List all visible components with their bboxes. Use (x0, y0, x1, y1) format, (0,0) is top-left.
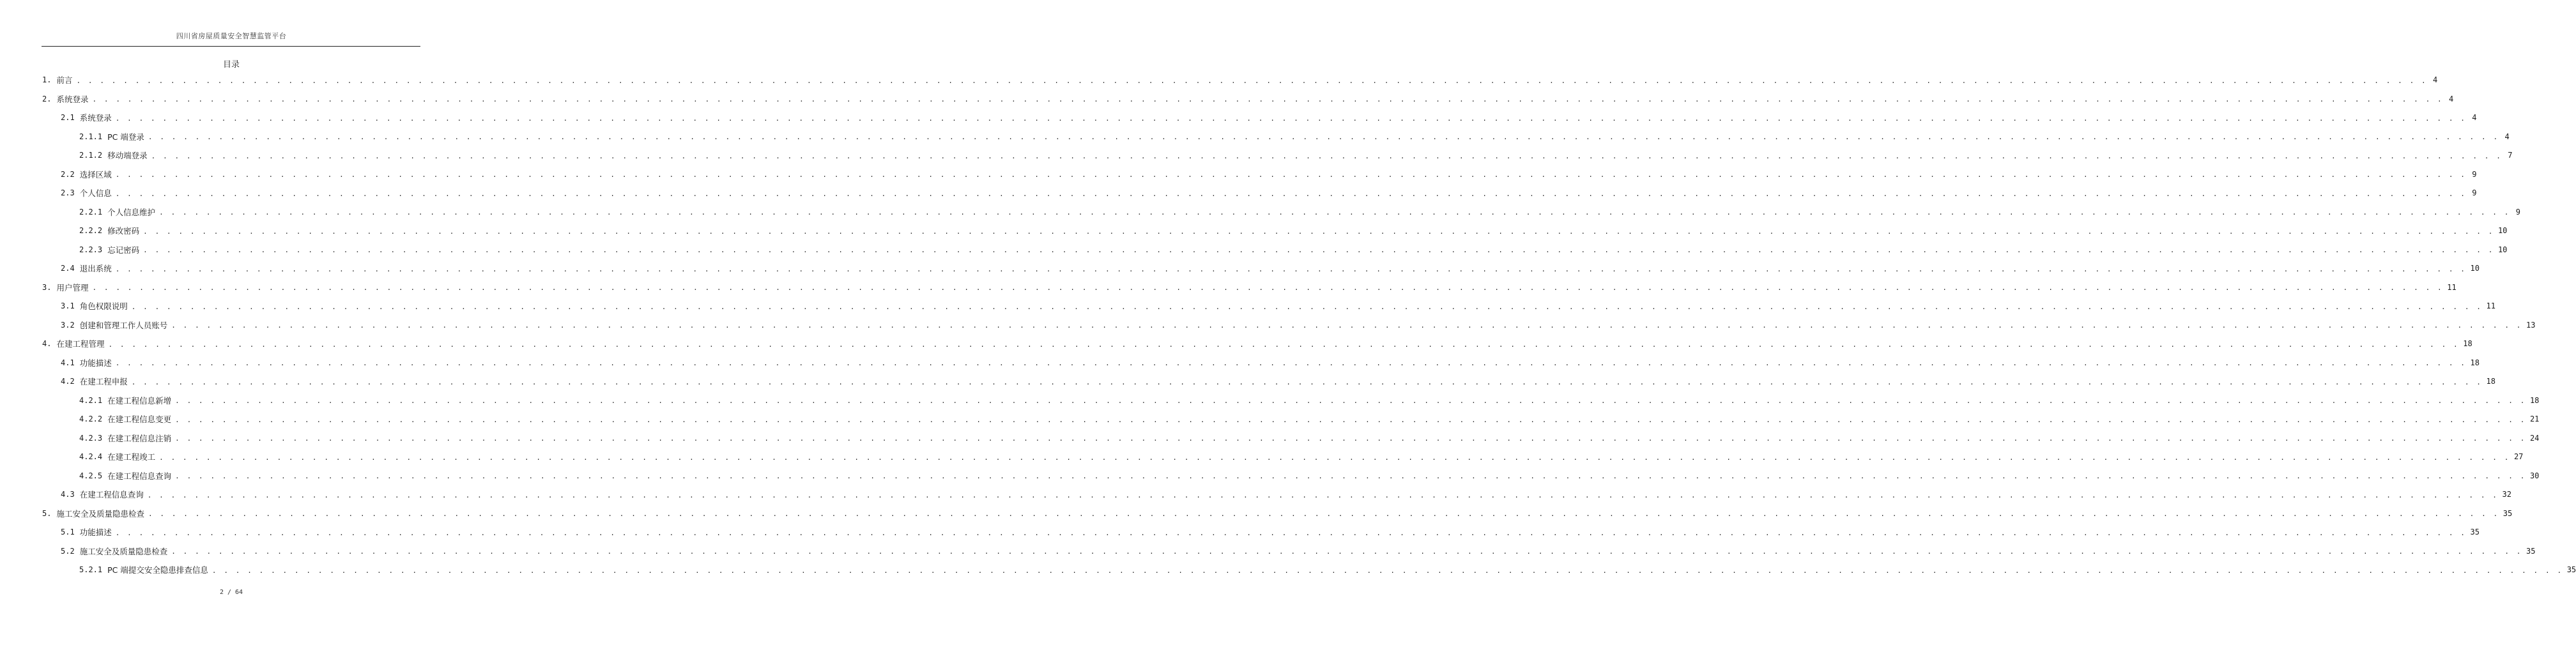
toc-leader-dots: . . . . . . . . . . . . . . . . . . . . . . . . . . . . . . . . . . . . . . . . . . . . . . . . . . . . . . . . . . . . . . . . . . . . . . . . . . . . . . . . . . . . . . . . . . . . . . . . . . . . . . . . . . . . . . . . . . . . . . . . . . . . . . . . . . . . . . . . . . . . . . . . . . . . . . . . . . . . . . . . . . . . . . . . . . . . . . . . . . . . . . . . . . . . . . . . . . . . . . . . (148, 510, 2499, 518)
toc-entry-page: 35 (2470, 528, 2480, 536)
toc-entry[interactable] (61, 522, 2480, 542)
header-divider (42, 46, 420, 47)
toc-entry-title: PC 端提交安全隐患排查信息 (107, 565, 208, 575)
toc-entry[interactable] (42, 278, 2457, 297)
toc-leader-dots: . . . . . . . . . . . . . . . . . . . . . . . . . . . . . . . . . . . . . . . . . . . . . . . . . . . . . . . . . . . . . . . . . . . . . . . . . . . . . . . . . . . . . . . . . . . . . . . . . . . . . . . . . . . . . . . . . . . . . . . . . . . . . . . . . . . . . . . . . . . . . . . . . . . . . . . . . . . . . . . . . . . . . . . . . . . . . . . . . . . . . . . . . . . . . . . . . . . . . . . . (131, 302, 2483, 311)
page-number: 2 / 64 (219, 589, 243, 596)
toc-entry-number: 2.2.1 (79, 207, 103, 217)
toc-entry-title: 在建工程信息查询 (79, 490, 144, 499)
toc-entry[interactable] (42, 70, 2438, 89)
toc-entry-page: 35 (2526, 546, 2536, 556)
toc-entry-title: 用户管理 (56, 282, 89, 293)
toc-entry-title: 退出系统 (79, 264, 112, 273)
toc-entry[interactable] (61, 485, 2511, 504)
toc-entry[interactable] (79, 391, 2540, 410)
toc-entry-title: 系统登录 (56, 94, 89, 104)
toc-leader-dots: . . . . . . . . . . . . . . . . . . . . . . . . . . . . . . . . . . . . . . . . . . . . . . . . . . . . . . . . . . . . . . . . . . . . . . . . . . . . . . . . . . . . . . . . . . . . . . . . . . . . . . . . . . . . . . . . . . . . . . . . . . . . . . . . . . . . . . . . . . . . . . . . . . . . . . . . . . . . . . . . . . . . . . . . . . . . . . . . . . . . . . . . . . . . . . . . . . . . . . . . (211, 566, 2563, 575)
toc-entry-number: 5.2.1 (79, 565, 103, 574)
toc-entry-page: 10 (2497, 226, 2508, 235)
toc-entry[interactable] (61, 353, 2480, 372)
toc-entry-page: 27 (2513, 452, 2524, 461)
toc-entry-number: 4.3 (61, 490, 75, 499)
toc-entry-title: 在建工程申报 (79, 377, 128, 386)
toc-entry-title: 在建工程竣工 (107, 452, 156, 462)
toc-entry[interactable] (79, 240, 2508, 259)
toc-entry-title: 修改密码 (107, 226, 140, 236)
toc-entry-title: 在建工程信息新增 (107, 395, 172, 406)
toc-entry-number: 2.1.2 (79, 151, 103, 160)
toc-entry-page: 10 (2470, 264, 2480, 273)
toc-leader-dots: . . . . . . . . . . . . . . . . . . . . . . . . . . . . . . . . . . . . . . . . . . . . . . . . . . . . . . . . . . . . . . . . . . . . . . . . . . . . . . . . . . . . . . . . . . . . . . . . . . . . . . . . . . . . . . . . . . . . . . . . . . . . . . . . . . . . . . . . . . . . . . . . . . . . . . . . . . . . . . . . . . . . . . . . . . . . . . . . . . . . . . . . . . . . . . . . . . . . . . . . (115, 114, 2467, 123)
toc-entry-page: 13 (2526, 320, 2536, 330)
toc-leader-dots: . . . . . . . . . . . . . . . . . . . . . . . . . . . . . . . . . . . . . . . . . . . . . . . . . . . . . . . . . . . . . . . . . . . . . . . . . . . . . . . . . . . . . . . . . . . . . . . . . . . . . . . . . . . . . . . . . . . . . . . . . . . . . . . . . . . . . . . . . . . . . . . . . . . . . . . . . . . . . . . . . . . . . . . . . . . . . . . . . . . . . . . . . . . . . . . . . . . . . . . . (159, 453, 2510, 462)
toc-entry-title: 在建工程信息查询 (107, 471, 172, 481)
toc-entry[interactable] (79, 466, 2540, 485)
toc-entry-title: 施工安全及质量隐患检查 (56, 508, 144, 519)
toc-entry-title: 功能描述 (79, 528, 112, 537)
toc-leader-dots: . . . . . . . . . . . . . . . . . . . . . . . . . . . . . . . . . . . . . . . . . . . . . . . . . . . . . . . . . . . . . . . . . . . . . . . . . . . . . . . . . . . . . . . . . . . . . . . . . . . . . . . . . . . . . . . . . . . . . . . . . . . . . . . . . . . . . . . . . . . . . . . . . . . . . . . . . . . . . . . . . . . . . . . . . . . . . . . . . . . . . . . . . . . . . . . . . . . . . . . . (115, 528, 2467, 537)
toc-leader-dots: . . . . . . . . . . . . . . . . . . . . . . . . . . . . . . . . . . . . . . . . . . . . . . . . . . . . . . . . . . . . . . . . . . . . . . . . . . . . . . . . . . . . . . . . . . . . . . . . . . . . . . . . . . . . . . . . . . . . . . . . . . . . . . . . . . . . . . . . . . . . . . . . . . . . . . . . . . . . . . . . . . . . . . . . . . . . . . . . . . . . . . . . . . . . . . . . . . . . . . . . (143, 227, 2494, 236)
toc-entry-number: 5. (42, 508, 52, 518)
toc-entry-number: 4.2.2 (79, 414, 103, 423)
toc-leader-dots: . . . . . . . . . . . . . . . . . . . . . . . . . . . . . . . . . . . . . . . . . . . . . . . . . . . . . . . . . . . . . . . . . . . . . . . . . . . . . . . . . . . . . . . . . . . . . . . . . . . . . . . . . . . . . . . . . . . . . . . . . . . . . . . . . . . . . . . . . . . . . . . . . . . . . . . . . . . . . . . . . . . . . . . . . . . . . . . . . . . . . . . . . . . . . . . . . . . . . . . . (147, 490, 2499, 499)
toc-entry[interactable] (61, 183, 2477, 202)
toc-entry-number: 2.2.2 (79, 226, 103, 235)
toc-leader-dots: . . . . . . . . . . . . . . . . . . . . . . . . . . . . . . . . . . . . . . . . . . . . . . . . . . . . . . . . . . . . . . . . . . . . . . . . . . . . . . . . . . . . . . . . . . . . . . . . . . . . . . . . . . . . . . . . . . . . . . . . . . . . . . . . . . . . . . . . . . . . . . . . . . . . . . . . . . . . . . . . . . . . . . . . . . . . . . . . . . . . . . . . . . . . . . . . . . . . . . . . (115, 359, 2467, 367)
toc-entry[interactable] (61, 259, 2480, 278)
toc-entry[interactable] (79, 429, 2540, 448)
toc-entry-number: 4.2 (61, 377, 75, 386)
toc-leader-dots: . . . . . . . . . . . . . . . . . . . . . . . . . . . . . . . . . . . . . . . . . . . . . . . . . . . . . . . . . . . . . . . . . . . . . . . . . . . . . . . . . . . . . . . . . . . . . . . . . . . . . . . . . . . . . . . . . . . . . . . . . . . . . . . . . . . . . . . . . . . . . . . . . . . . . . . . . . . . . . . . . . . . . . . . . . . . . . . . . . . . . . . . . . . . . . . . . . . . . . . . (175, 472, 2526, 480)
toc-entry-title: 前言 (56, 75, 73, 85)
toc-leader-dots: . . . . . . . . . . . . . . . . . . . . . . . . . . . . . . . . . . . . . . . . . . . . . . . . . . . . . . . . . . . . . . . . . . . . . . . . . . . . . . . . . . . . . . . . . . . . . . . . . . . . . . . . . . . . . . . . . . . . . . . . . . . . . . . . . . . . . . . . . . . . . . . . . . . . . . . . . . . . . . . . . . . . . . . . . . . . . . . . . . . . . . . . . . . . . . . . . . . . . . . . (175, 434, 2526, 443)
toc-entry-page: 32 (2502, 490, 2511, 499)
toc-entry[interactable] (42, 504, 2513, 523)
toc-entry-title: 忘记密码 (107, 245, 140, 255)
toc-leader-dots: . . . . . . . . . . . . . . . . . . . . . . . . . . . . . . . . . . . . . . . . . . . . . . . . . . . . . . . . . . . . . . . . . . . . . . . . . . . . . . . . . . . . . . . . . . . . . . . . . . . . . . . . . . . . . . . . . . . . . . . . . . . . . . . . . . . . . . . . . . . . . . . . . . . . . . . . . . . . . . . . . . . . . . . . . . . . . . . . . . . . . . . . . . . . . . . . . . . . . . . . (175, 397, 2526, 405)
toc-entry[interactable] (79, 409, 2540, 429)
toc-leader-dots: . . . . . . . . . . . . . . . . . . . . . . . . . . . . . . . . . . . . . . . . . . . . . . . . . . . . . . . . . . . . . . . . . . . . . . . . . . . . . . . . . . . . . . . . . . . . . . . . . . . . . . . . . . . . . . . . . . . . . . . . . . . . . . . . . . . . . . . . . . . . . . . . . . . . . . . . . . . . . . . . . . . . . . . . . . . . . . . . . . . . . . . . . . . . . . . . . . . . . . . . (171, 547, 2523, 556)
toc-entry-page: 9 (2515, 207, 2520, 217)
toc-entry-number: 3.2 (61, 320, 75, 330)
toc-entry-number: 2.2 (61, 169, 75, 179)
toc-leader-dots: . . . . . . . . . . . . . . . . . . . . . . . . . . . . . . . . . . . . . . . . . . . . . . . . . . . . . . . . . . . . . . . . . . . . . . . . . . . . . . . . . . . . . . . . . . . . . . . . . . . . . . . . . . . . . . . . . . . . . . . . . . . . . . . . . . . . . . . . . . . . . . . . . . . . . . . . . . . . . . . . . . . . . . . . . . . . . . . . . . . . . . . . . . . . . . . . . . . . . . . . (175, 415, 2526, 424)
toc-entry[interactable] (61, 372, 2496, 391)
toc-entry-number: 4.1 (61, 358, 75, 367)
toc-entry-page: 35 (2503, 508, 2513, 518)
toc-entry-page: 35 (2566, 565, 2576, 574)
toc-entry[interactable] (79, 221, 2508, 240)
toc-leader-dots: . . . . . . . . . . . . . . . . . . . . . . . . . . . . . . . . . . . . . . . . . . . . . . . . . . . . . . . . . . . . . . . . . . . . . . . . . . . . . . . . . . . . . . . . . . . . . . . . . . . . . . . . . . . . . . . . . . . . . . . . . . . . . . . . . . . . . . . . . . . . . . . . . . . . . . . . . . . . . . . . . . . . . . . . . . . . . . . . . . . . . . . . . . . . . . . . . . . . . . . . (151, 151, 2503, 160)
toc-entry-number: 4.2.4 (79, 452, 103, 461)
toc-entry[interactable] (61, 316, 2536, 335)
toc-leader-dots: . . . . . . . . . . . . . . . . . . . . . . . . . . . . . . . . . . . . . . . . . . . . . . . . . . . . . . . . . . . . . . . . . . . . . . . . . . . . . . . . . . . . . . . . . . . . . . . . . . . . . . . . . . . . . . . . . . . . . . . . . . . . . . . . . . . . . . . . . . . . . . . . . . . . . . . . . . . . . . . . . . . . . . . . . . . . . . . . . . . . . . . . . . . . . . . . . . . . . . . . (115, 171, 2467, 179)
toc-leader-dots: . . . . . . . . . . . . . . . . . . . . . . . . . . . . . . . . . . . . . . . . . . . . . . . . . . . . . . . . . . . . . . . . . . . . . . . . . . . . . . . . . . . . . . . . . . . . . . . . . . . . . . . . . . . . . . . . . . . . . . . . . . . . . . . . . . . . . . . . . . . . . . . . . . . . . . . . . . . . . . . . . . . . . . . . . . . . . . . . . . . . . . . . . . . . . . . . . . . . . . . . (115, 189, 2467, 198)
toc-entry[interactable] (79, 560, 2576, 579)
toc-entry-number: 4.2.5 (79, 471, 103, 480)
toc-entry-title: 在建工程信息注销 (107, 433, 172, 443)
toc-entry-page: 4 (2504, 132, 2510, 141)
toc-leader-dots: . . . . . . . . . . . . . . . . . . . . . . . . . . . . . . . . . . . . . . . . . . . . . . . . . . . . . . . . . . . . . . . . . . . . . . . . . . . . . . . . . . . . . . . . . . . . . . . . . . . . . . . . . . . . . . . . . . . . . . . . . . . . . . . . . . . . . . . . . . . . . . . . . . . . . . . . . . . . . . . . . . . . . . . . . . . . . . . . . . . . . . . . . . . . . . . . . . . . . . . . (92, 95, 2444, 103)
toc-entry-page: 24 (2529, 433, 2540, 443)
toc-entry-title: 角色权限说明 (79, 301, 128, 311)
toc-entry-title: 在建工程管理 (56, 339, 105, 349)
toc-leader-dots: . . . . . . . . . . . . . . . . . . . . . . . . . . . . . . . . . . . . . . . . . . . . . . . . . . . . . . . . . . . . . . . . . . . . . . . . . . . . . . . . . . . . . . . . . . . . . . . . . . . . . . . . . . . . . . . . . . . . . . . . . . . . . . . . . . . . . . . . . . . . . . . . . . . . . . . . . . . . . . . . . . . . . . . . . . . . . . . . . . . . . . . . . . . . . . . . . . . . . . . . (108, 340, 2460, 349)
toc-entry-page: 7 (2508, 151, 2513, 160)
toc-entry-title: 系统登录 (79, 113, 112, 123)
toc-entry-page: 11 (2486, 301, 2496, 310)
toc-entry-number: 4.2.3 (79, 433, 103, 443)
toc-entry-title: 移动端登录 (107, 151, 148, 160)
toc-entry-number: 4.2.1 (79, 395, 103, 405)
toc-leader-dots: . . . . . . . . . . . . . . . . . . . . . . . . . . . . . . . . . . . . . . . . . . . . . . . . . . . . . . . . . . . . . . . . . . . . . . . . . . . . . . . . . . . . . . . . . . . . . . . . . . . . . . . . . . . . . . . . . . . . . . . . . . . . . . . . . . . . . . . . . . . . . . . . . . . . . . . . . . . . . . . . . . . . . . . . . . . . . . . . . . . . . . . . . . . . . . . . . . . . . . . . (143, 246, 2494, 254)
toc-leader-dots: . . . . . . . . . . . . . . . . . . . . . . . . . . . . . . . . . . . . . . . . . . . . . . . . . . . . . . . . . . . . . . . . . . . . . . . . . . . . . . . . . . . . . . . . . . . . . . . . . . . . . . . . . . . . . . . . . . . . . . . . . . . . . . . . . . . . . . . . . . . . . . . . . . . . . . . . . . . . . . . . . . . . . . . . . . . . . . . . . . . . . . . . . . . . . . . . . . . . . . . . (148, 133, 2499, 141)
toc-entry[interactable] (42, 89, 2454, 109)
toc-entry-page: 9 (2472, 188, 2477, 197)
toc-entry-page: 18 (2463, 339, 2472, 348)
toc-entry-number: 2.1 (61, 113, 75, 122)
toc-entry-title: 创建和管理工作人员账号 (79, 320, 168, 330)
toc-entry-page: 30 (2529, 471, 2540, 480)
toc-entry[interactable] (61, 108, 2477, 127)
toc-entry-number: 1. (42, 75, 52, 84)
toc-entry-page: 18 (2486, 377, 2496, 386)
toc-entry-title: 选择区域 (79, 169, 112, 179)
toc-leader-dots: . . . . . . . . . . . . . . . . . . . . . . . . . . . . . . . . . . . . . . . . . . . . . . . . . . . . . . . . . . . . . . . . . . . . . . . . . . . . . . . . . . . . . . . . . . . . . . . . . . . . . . . . . . . . . . . . . . . . . . . . . . . . . . . . . . . . . . . . . . . . . . . . . . . . . . . . . . . . . . . . . . . . . . . . . . . . . . . . . . . . . . . . . . . . . . . . . . . . . . . . (76, 76, 2428, 85)
toc-entry-page: 18 (2470, 358, 2480, 367)
toc-entry[interactable] (79, 447, 2524, 466)
toc-entry-page: 21 (2529, 414, 2540, 423)
toc-entry-number: 2. (42, 94, 52, 103)
toc-entry-number: 3. (42, 282, 52, 292)
toc-leader-dots: . . . . . . . . . . . . . . . . . . . . . . . . . . . . . . . . . . . . . . . . . . . . . . . . . . . . . . . . . . . . . . . . . . . . . . . . . . . . . . . . . . . . . . . . . . . . . . . . . . . . . . . . . . . . . . . . . . . . . . . . . . . . . . . . . . . . . . . . . . . . . . . . . . . . . . . . . . . . . . . . . . . . . . . . . . . . . . . . . . . . . . . . . . . . . . . . . . . . . . . . (159, 208, 2510, 217)
toc-entry-page: 4 (2449, 94, 2454, 103)
toc-entry-number: 2.1.1 (79, 132, 103, 141)
toc-leader-dots: . . . . . . . . . . . . . . . . . . . . . . . . . . . . . . . . . . . . . . . . . . . . . . . . . . . . . . . . . . . . . . . . . . . . . . . . . . . . . . . . . . . . . . . . . . . . . . . . . . . . . . . . . . . . . . . . . . . . . . . . . . . . . . . . . . . . . . . . . . . . . . . . . . . . . . . . . . . . . . . . . . . . . . . . . . . . . . . . . . . . . . . . . . . . . . . . . . . . . . . . (115, 264, 2467, 273)
toc-entry[interactable] (42, 334, 2472, 353)
toc-leader-dots: . . . . . . . . . . . . . . . . . . . . . . . . . . . . . . . . . . . . . . . . . . . . . . . . . . . . . . . . . . . . . . . . . . . . . . . . . . . . . . . . . . . . . . . . . . . . . . . . . . . . . . . . . . . . . . . . . . . . . . . . . . . . . . . . . . . . . . . . . . . . . . . . . . . . . . . . . . . . . . . . . . . . . . . . . . . . . . . . . . . . . . . . . . . . . . . . . . . . . . . . (171, 321, 2523, 330)
toc-entry[interactable] (79, 127, 2510, 146)
toc-entry-page: 9 (2472, 169, 2477, 179)
toc-entry-page: 4 (2433, 75, 2438, 84)
toc-entry[interactable] (79, 202, 2520, 222)
toc-entry-number: 2.4 (61, 264, 75, 273)
toc-entry-page: 4 (2472, 113, 2477, 122)
toc-entry-page: 10 (2497, 245, 2508, 254)
toc-entry-title: 个人信息维护 (107, 207, 156, 217)
toc-entry-number: 2.3 (61, 188, 75, 197)
toc-entry-number: 5.2 (61, 546, 75, 556)
toc-entry-title: 施工安全及质量隐患检查 (79, 546, 168, 556)
toc-leader-dots: . . . . . . . . . . . . . . . . . . . . . . . . . . . . . . . . . . . . . . . . . . . . . . . . . . . . . . . . . . . . . . . . . . . . . . . . . . . . . . . . . . . . . . . . . . . . . . . . . . . . . . . . . . . . . . . . . . . . . . . . . . . . . . . . . . . . . . . . . . . . . . . . . . . . . . . . . . . . . . . . . . . . . . . . . . . . . . . . . . . . . . . . . . . . . . . . . . . . . . . . (131, 377, 2483, 386)
toc-entry-title: PC 端登录 (107, 132, 144, 142)
toc-entry-title: 在建工程信息变更 (107, 414, 172, 424)
page-header-title: 四川省房屋质量安全智慧监管平台 (176, 32, 287, 40)
toc-title: 目录 (222, 60, 240, 70)
toc-entry[interactable] (61, 542, 2536, 561)
toc-entry-page: 18 (2529, 395, 2540, 405)
toc-entry-number: 2.2.3 (79, 245, 103, 254)
toc-entry-title: 功能描述 (79, 358, 112, 368)
toc-entry-title: 个人信息 (79, 188, 112, 198)
toc-entry[interactable] (61, 296, 2496, 316)
toc-entry-number: 4. (42, 339, 52, 348)
toc-entry-number: 3.1 (61, 301, 75, 310)
toc-entry-page: 11 (2447, 282, 2457, 292)
toc-entry[interactable] (61, 165, 2477, 184)
toc-entry[interactable] (79, 146, 2513, 165)
toc-leader-dots: . . . . . . . . . . . . . . . . . . . . . . . . . . . . . . . . . . . . . . . . . . . . . . . . . . . . . . . . . . . . . . . . . . . . . . . . . . . . . . . . . . . . . . . . . . . . . . . . . . . . . . . . . . . . . . . . . . . . . . . . . . . . . . . . . . . . . . . . . . . . . . . . . . . . . . . . . . . . . . . . . . . . . . . . . . . . . . . . . . . . . . . . . . . . . . . . . . . . . . . . (92, 284, 2444, 292)
toc-entry-number: 5.1 (61, 528, 75, 536)
